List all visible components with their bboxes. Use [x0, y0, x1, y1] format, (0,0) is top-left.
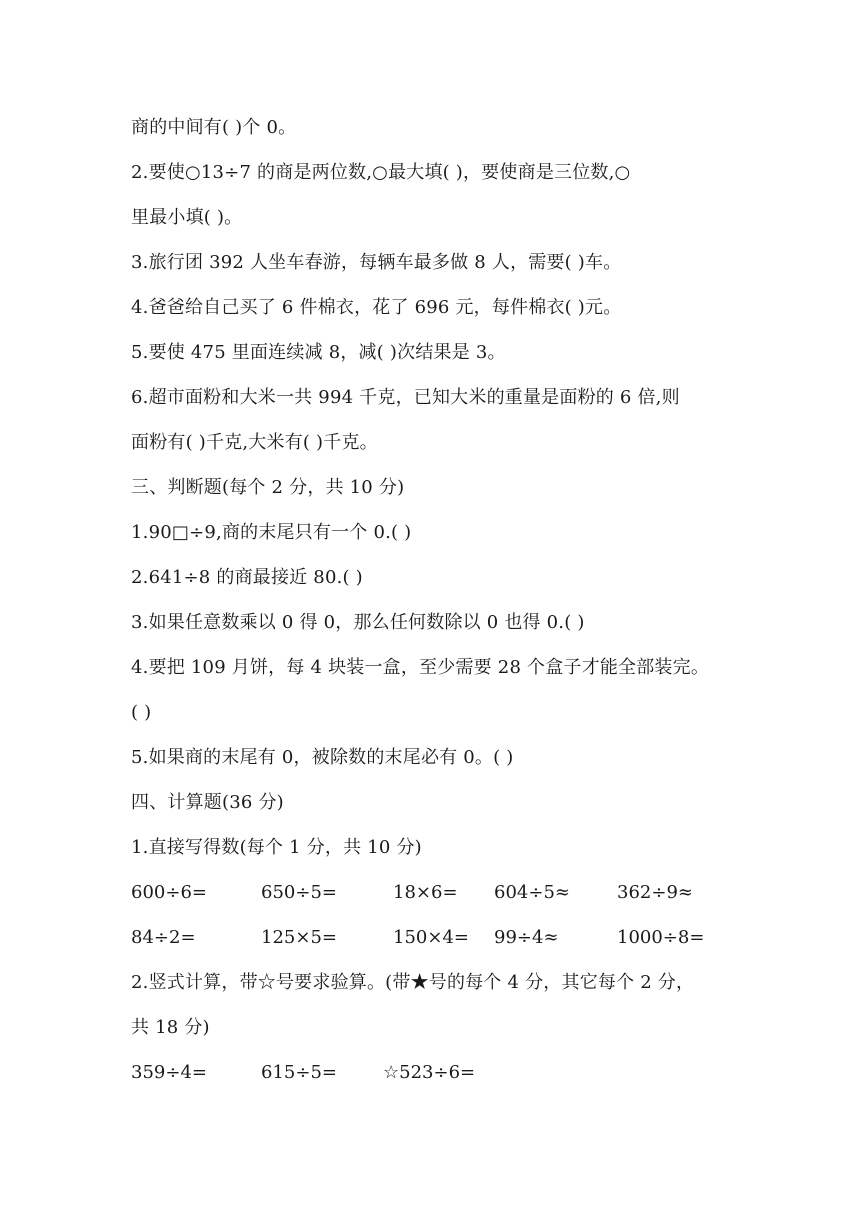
question-line: 面粉有( )千克,大米有( )千克。 — [131, 432, 378, 453]
question-line: 商的中间有( )个 0。 — [131, 117, 297, 138]
oral-item: 150×4= — [393, 927, 469, 948]
question-line: ( ) — [131, 702, 152, 723]
question-line: 2.竖式计算，带☆号要求验算。(带★号的每个 4 分，其它每个 2 分， — [131, 972, 695, 993]
oral-item: 604÷5≈ — [494, 882, 570, 903]
oral-item: 1000÷8= — [617, 927, 705, 948]
question-line: 4.爸爸给自己买了 6 件棉衣，花了 696 元，每件棉衣( )元。 — [131, 297, 622, 318]
oral-item: 125×5= — [261, 927, 337, 948]
worksheet-page — [131, 0, 741, 1216]
question-line: 5.如果商的末尾有 0，被除数的末尾必有 0。( ) — [131, 747, 514, 768]
oral-item: 18×6= — [393, 882, 458, 903]
section-heading: 三、判断题(每个 2 分，共 10 分) — [131, 477, 405, 498]
question-line: 1.90□÷9,商的末尾只有一个 0.( ) — [131, 522, 412, 543]
oral-item: 362÷9≈ — [617, 882, 693, 903]
oral-item: 99÷4≈ — [494, 927, 559, 948]
oral-item: 650÷5= — [261, 882, 337, 903]
vertical-calc-item: 359÷4= — [131, 1062, 207, 1083]
question-line: 里最小填( )。 — [131, 207, 243, 228]
question-line: 3.旅行团 392 人坐车春游，每辆车最多做 8 人，需要( )车。 — [131, 252, 622, 273]
question-line: 3.如果任意数乘以 0 得 0，那么任何数除以 0 也得 0.( ) — [131, 612, 585, 633]
question-line: 4.要把 109 月饼，每 4 块装一盒，至少需要 28 个盒子才能全部装完。 — [131, 657, 710, 678]
vertical-calc-item: 615÷5= — [261, 1062, 337, 1083]
vertical-calc-item: ☆523÷6= — [383, 1062, 476, 1083]
question-line: 5.要使 475 里面连续减 8，减( )次结果是 3。 — [131, 342, 506, 363]
question-line: 2.641÷8 的商最接近 80.( ) — [131, 567, 363, 588]
section-heading: 四、计算题(36 分) — [131, 792, 284, 813]
question-line: 共 18 分) — [131, 1017, 210, 1038]
oral-item: 84÷2= — [131, 927, 196, 948]
question-line: 2.要使○13÷7 的商是两位数,○最大填( )，要使商是三位数,○ — [131, 162, 631, 183]
question-line: 1.直接写得数(每个 1 分，共 10 分) — [131, 837, 422, 858]
oral-item: 600÷6= — [131, 882, 207, 903]
question-line: 6.超市面粉和大米一共 994 千克，已知大米的重量是面粉的 6 倍,则 — [131, 387, 680, 408]
